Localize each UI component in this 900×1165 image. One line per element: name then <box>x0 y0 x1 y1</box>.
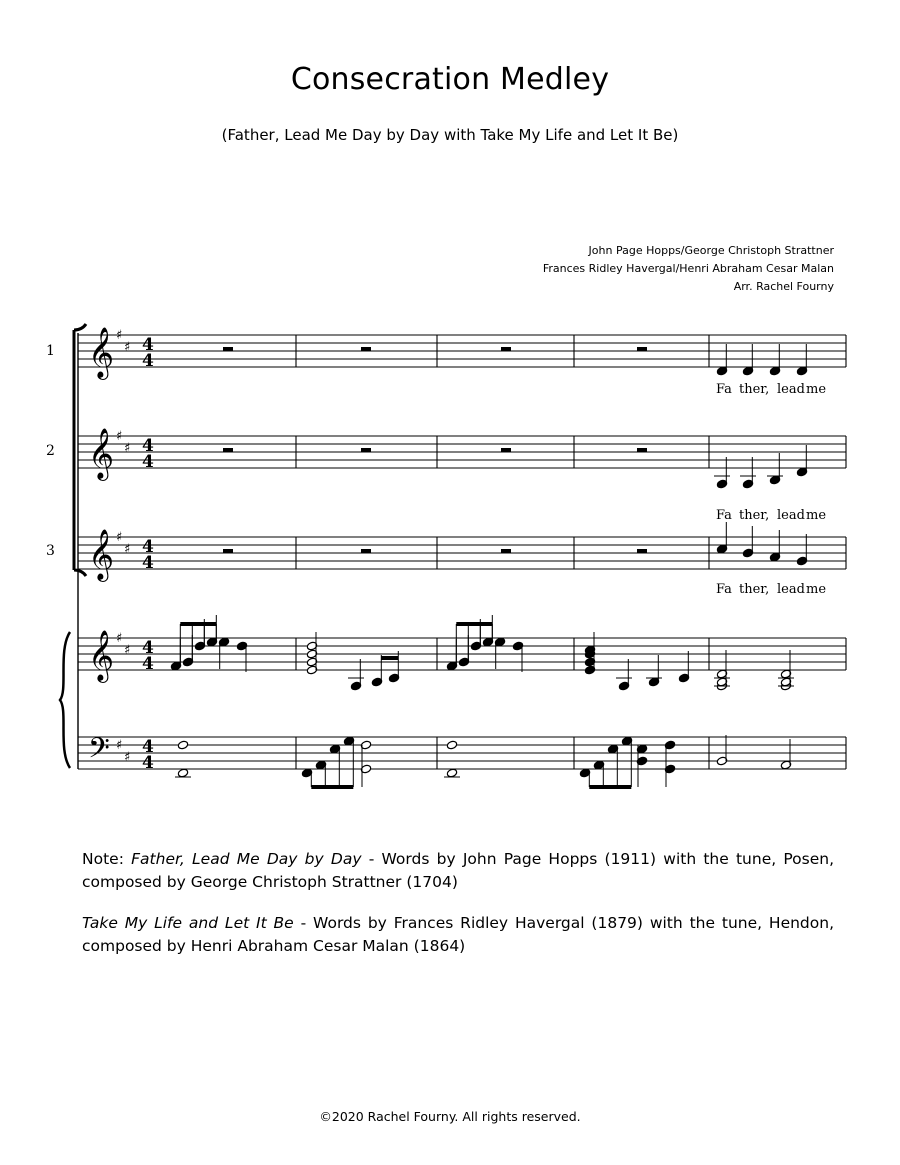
sharp-sign: ♯ <box>116 738 123 753</box>
time-signature-top: 4 <box>142 737 154 757</box>
lyrics-part-3 <box>716 582 826 597</box>
staff <box>78 327 846 380</box>
credit-line: John Page Hopps/George Christoph Strattner <box>588 244 834 257</box>
whole-rest <box>361 549 371 553</box>
whole-rest <box>637 448 647 452</box>
lyric-syllable: ther, <box>739 582 770 597</box>
copyright-footer: ©2020 Rachel Fourny. All rights reserved. <box>319 1109 581 1124</box>
song-description: - Words by Frances Ridley Havergal (1879) with the tune, Hendon, composed by Henri Abraham Cesar Malan (1864) <box>82 914 835 955</box>
sharp-sign: ♯ <box>116 328 123 343</box>
staff <box>78 732 846 773</box>
page-title: Consecration Medley <box>290 62 610 97</box>
lyric-syllable: lead <box>777 382 805 397</box>
time-signature-bottom: 4 <box>142 452 154 472</box>
note-paragraph-2 <box>82 912 834 958</box>
whole-rest <box>501 549 511 553</box>
bass-clef: 𝄢 <box>88 732 110 772</box>
song-description: - Words by John Page Hopps (1911) with the tune, Posen, composed by George Christoph Strattner (1704) <box>82 850 835 891</box>
note-paragraph-1 <box>82 848 834 894</box>
lyric-syllable: ther, <box>739 382 770 397</box>
notes-section <box>82 848 834 976</box>
whole-note <box>177 740 188 750</box>
part-number-2: 2 <box>46 443 55 459</box>
treble-clef: 𝄞 <box>88 529 115 580</box>
choir-bracket <box>74 324 86 576</box>
whole-note <box>446 768 457 778</box>
sharp-sign: ♯ <box>124 441 131 456</box>
whole-rest <box>501 448 511 452</box>
whole-note <box>177 768 188 778</box>
lyric-syllable: lead <box>777 582 805 597</box>
whole-rest <box>361 347 371 351</box>
song-title: Father, Lead Me Day by Day <box>131 850 362 868</box>
part-number-3: 3 <box>46 543 55 559</box>
sharp-sign: ♯ <box>124 643 131 658</box>
lyric-syllable: me <box>806 382 827 397</box>
time-signature-bottom: 4 <box>142 351 154 371</box>
lyric-syllable: me <box>806 508 827 523</box>
treble-clef: 𝄞 <box>88 630 115 681</box>
credit-line: Arr. Rachel Fourny <box>733 280 834 293</box>
staff <box>78 428 846 481</box>
lyric-syllable: Fa <box>716 508 732 523</box>
lyric-syllable: lead <box>777 508 805 523</box>
whole-rest <box>223 347 233 351</box>
sharp-sign: ♯ <box>116 631 123 646</box>
lyric-syllable: me <box>806 582 827 597</box>
whole-rest <box>637 549 647 553</box>
whole-rest <box>637 347 647 351</box>
lyric-syllable: Fa <box>716 582 732 597</box>
time-signature-bottom: 4 <box>142 654 154 674</box>
lyric-syllable: ther, <box>739 508 770 523</box>
lyric-syllable: Fa <box>716 382 732 397</box>
time-signature-top: 4 <box>142 537 154 557</box>
sharp-sign: ♯ <box>124 750 131 765</box>
whole-rest <box>223 448 233 452</box>
treble-clef: 𝄞 <box>88 428 115 479</box>
sharp-sign: ♯ <box>124 340 131 355</box>
sharp-sign: ♯ <box>124 542 131 557</box>
time-signature-bottom: 4 <box>142 753 154 773</box>
time-signature-top: 4 <box>142 436 154 456</box>
sharp-sign: ♯ <box>116 429 123 444</box>
staff <box>78 529 846 582</box>
time-signature-bottom: 4 <box>142 553 154 573</box>
sharp-sign: ♯ <box>116 530 123 545</box>
whole-note <box>446 740 457 750</box>
note-prefix: Note: <box>82 850 132 868</box>
lyrics-part-1 <box>716 382 826 397</box>
whole-rest <box>223 549 233 553</box>
credit-line: Frances Ridley Havergal/Henri Abraham Cesar Malan <box>542 262 834 275</box>
time-signature-top: 4 <box>142 335 154 355</box>
time-signature-top: 4 <box>142 638 154 658</box>
part-number-1: 1 <box>46 343 55 359</box>
whole-rest <box>361 448 371 452</box>
whole-rest <box>501 347 511 351</box>
lyrics-part-2 <box>716 508 826 523</box>
piano-brace <box>60 632 70 768</box>
song-title: Take My Life and Let It Be <box>82 914 294 932</box>
staff <box>78 630 846 683</box>
page-subtitle: (Father, Lead Me Day by Day with Take My Life and Let It Be) <box>221 126 679 144</box>
treble-clef: 𝄞 <box>88 327 115 378</box>
